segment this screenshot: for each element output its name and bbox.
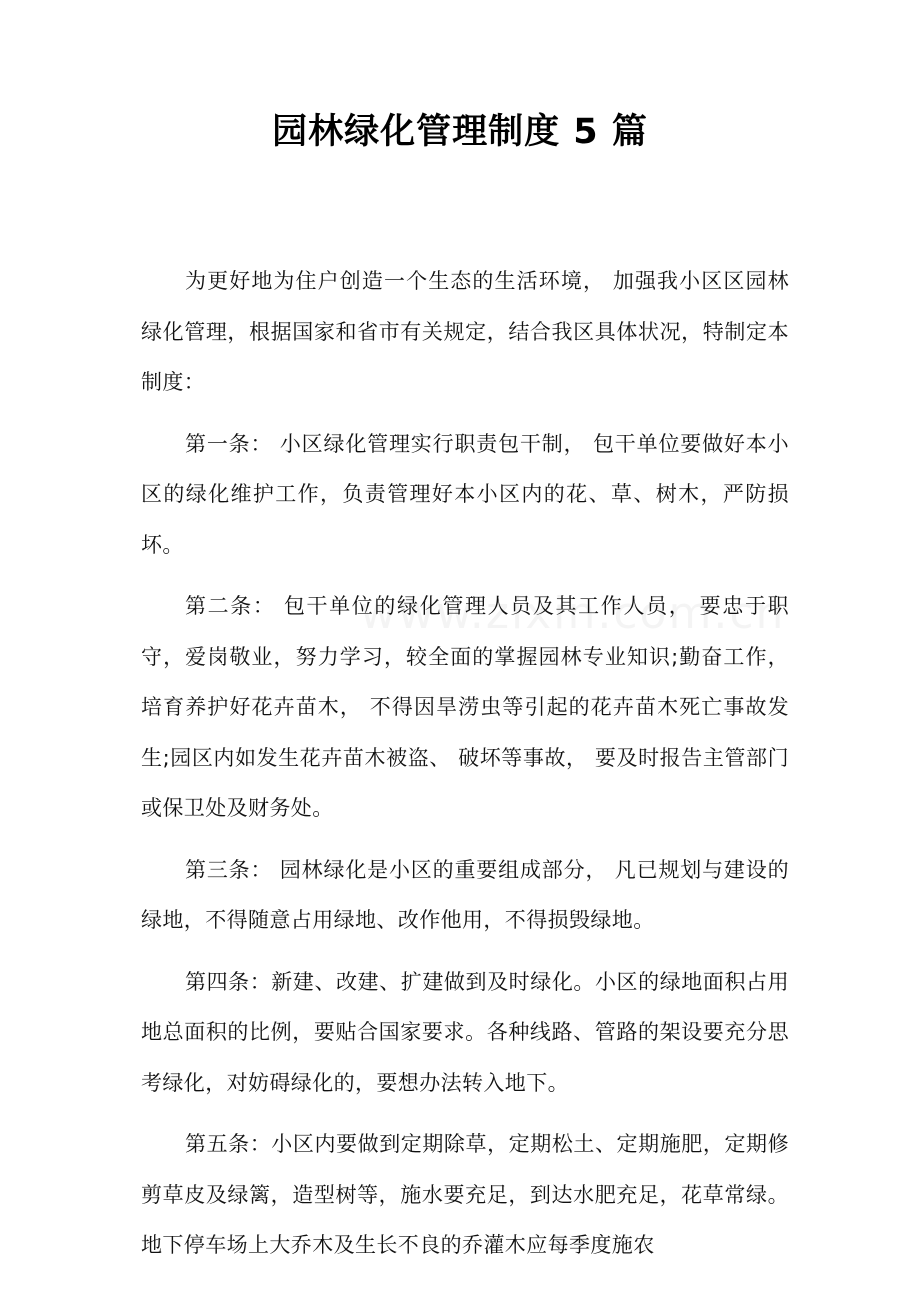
paragraph-article-3: 第三条： 园林绿化是小区的重要组成部分， 凡已规划与建设的绿地，不得随意占用绿地、改作他用，不得损毁绿地。 <box>141 857 789 932</box>
document-body <box>141 256 789 1282</box>
paragraph-intro: 为更好地为住户创造一个生态的生活环境， 加强我小区区园林绿化管理，根据国家和省市有关规定，结合我区具体状况，特制定本制度： <box>141 269 789 394</box>
paragraph-article-5: 第五条：小区内要做到定期除草，定期松土、定期施肥，定期修剪草皮及绿篱，造型树等，施水要充足，到达水肥充足，花草常绿。 地下停车场上大乔木及生长不良的乔灌木应每季度施农 <box>141 1132 789 1257</box>
paragraph-article-2: 第二条： 包干单位的绿化管理人员及其工作人员， 要忠于职守，爱岗敬业，努力学习，较全面的掌握园林专业知识;勤奋工作，培育养护好花卉苗木， 不得因旱涝虫等引起的花卉苗木死亡事故发生;园区内如发生花卉苗木被盗、 破坏等事故， 要及时报告主管部门或保卫处及财务处。 <box>141 594 789 820</box>
paragraph-article-1: 第一条： 小区绿化管理实行职责包干制， 包干单位要做好本小区的绿化维护工作，负责管理好本小区内的花、草、树木，严防损坏。 <box>141 431 789 557</box>
document-title: 园林绿化管理制度 5 篇 <box>272 112 648 152</box>
paragraph-article-4: 第四条：新建、改建、扩建做到及时绿化。小区的绿地面积占用地总面积的比例，要贴合国家要求。各种线路、管路的架设要充分思考绿化，对妨碍绿化的，要想办法转入地下。 <box>141 969 789 1095</box>
